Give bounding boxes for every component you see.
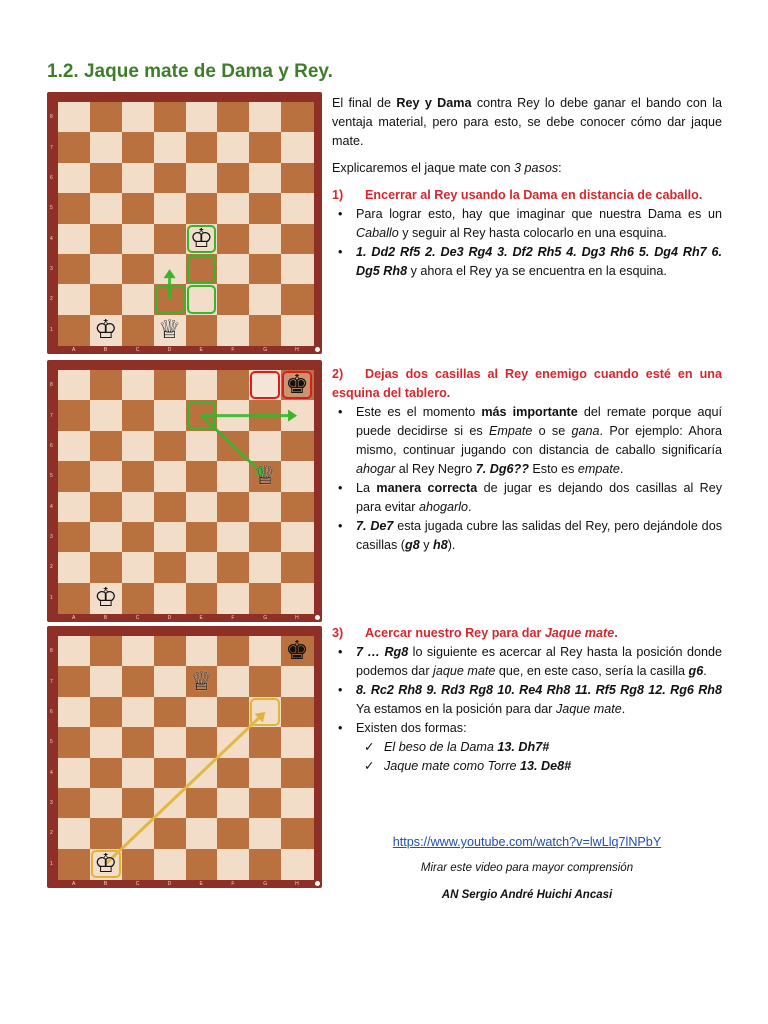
rank-label: 7	[50, 412, 53, 419]
rank-label: 4	[50, 235, 53, 242]
file-label: G	[263, 347, 268, 353]
text: 13. De8#	[520, 759, 572, 773]
rank-label: 6	[50, 442, 53, 449]
file-label: B	[103, 881, 108, 887]
file-label: G	[263, 881, 268, 887]
text: Jaque mate como Torre	[384, 759, 521, 773]
step-1-heading	[332, 186, 722, 205]
rank-label: 3	[50, 800, 53, 807]
text: .	[621, 702, 626, 716]
text: ahogar	[356, 462, 396, 476]
text: .	[703, 664, 707, 678]
list-item	[332, 479, 722, 517]
rank-label: 2	[50, 564, 53, 571]
file-label: B	[103, 347, 108, 353]
text: 1. Dd2 Rf5 2. De3 Rg4 3. Df2 Rh5 4. Dg3 Rh6 5. Dg4 Rh7 6. Dg5 Rh8	[356, 245, 722, 278]
text: 7 … Rg8	[356, 645, 409, 659]
arrow-head	[288, 410, 297, 422]
file-label: C	[135, 347, 140, 353]
step-3-list	[332, 643, 722, 776]
list-item	[332, 205, 722, 243]
rank-label: 4	[50, 769, 53, 776]
list-item	[332, 517, 722, 555]
page-title: 1.2. Jaque mate de Dama y Rey.	[47, 61, 333, 82]
file-label: A	[71, 881, 76, 887]
step-title: Encerrar al Rey usando la Dama en distancia de caballo.	[365, 188, 703, 202]
text: manera correcta	[376, 481, 478, 495]
text: 3 pasos	[514, 161, 559, 175]
file-label: E	[199, 615, 203, 621]
text: contra Rey lo debe ganar el bando con la ventaja material, pero para esto, se debe conocer cómo dar jaque mate.	[332, 96, 722, 148]
text: Rey y Dama	[396, 96, 472, 110]
file-label: A	[71, 347, 76, 353]
board-corner-dot	[315, 347, 320, 352]
arrow-head	[164, 269, 176, 278]
rank-label: 7	[50, 144, 53, 151]
white-king-icon: ♔	[94, 314, 118, 345]
check-icon: ✓	[364, 740, 375, 754]
text: . Por ejemplo: Ahora mismo, continuar jugando con distancia de caballo significaría	[356, 424, 723, 457]
bullet-icon: •	[338, 405, 343, 419]
youtube-link[interactable]: https://www.youtube.com/watch?v=lwLlq7lNPbY	[392, 835, 662, 849]
rank-label: 5	[50, 473, 53, 480]
list-item	[358, 738, 722, 757]
text: o se	[532, 424, 572, 438]
step-number: 3)	[332, 626, 344, 640]
bullet-icon: •	[338, 519, 343, 533]
text: h8	[433, 538, 448, 552]
file-label: D	[167, 347, 172, 353]
list-item	[332, 719, 722, 738]
chess-board-3	[47, 626, 322, 888]
rank-label: 3	[50, 534, 53, 541]
text: .	[619, 462, 624, 476]
file-label: F	[231, 881, 235, 887]
text: 7. De7	[356, 519, 394, 533]
section-step3	[332, 624, 722, 776]
bullet-icon: •	[338, 721, 343, 735]
bullet-icon: •	[338, 245, 343, 259]
bullet-icon: •	[338, 683, 343, 697]
bullet-icon: •	[338, 645, 343, 659]
rank-label: 2	[50, 830, 53, 837]
text: g6	[688, 664, 704, 678]
step-number: 1)	[332, 188, 344, 202]
text: Existen dos formas:	[356, 721, 467, 735]
text: Explicaremos el jaque mate con	[332, 161, 515, 175]
rank-label: 3	[50, 266, 53, 273]
rank-label: 5	[50, 205, 53, 212]
text: de jugar es dejando dos casillas al Rey para evitar	[356, 481, 723, 514]
chess-board-2	[47, 360, 322, 622]
white-king-icon: ♔	[189, 223, 214, 254]
text: 7. Dg6??	[475, 462, 529, 476]
rank-label: 1	[50, 860, 53, 867]
text: Esto es	[528, 462, 578, 476]
text: esta jugada cubre las salidas del Rey, pero dejándole dos casillas (	[356, 519, 722, 552]
text: ).	[447, 538, 456, 552]
text: más importante	[481, 405, 578, 419]
rank-label: 5	[50, 739, 53, 746]
file-label: E	[199, 347, 203, 353]
text: .	[614, 626, 618, 640]
step-3-heading	[332, 624, 722, 643]
text: Este es el momento	[356, 405, 482, 419]
board-corner-dot	[315, 615, 320, 620]
file-label: A	[71, 615, 76, 621]
text: ahogarlo	[419, 500, 469, 514]
white-king-icon: ♔	[94, 848, 118, 879]
intro-paragraph	[332, 94, 722, 151]
author-credit: AN Sergio André Huichi Ancasi	[441, 889, 613, 901]
text: :	[558, 161, 562, 175]
rank-label: 1	[50, 326, 53, 333]
text: y ahora el Rey ya se encuentra en la esquina.	[407, 264, 667, 278]
video-link-line	[332, 835, 722, 849]
text: y	[419, 538, 433, 552]
text: El final de	[332, 96, 397, 110]
text: Jaque mate	[544, 626, 615, 640]
text: del remate porque aquí puede decidirse si es	[356, 405, 723, 438]
file-label: C	[135, 881, 140, 887]
check-icon: ✓	[364, 759, 375, 773]
list-item	[332, 243, 722, 281]
step-2-heading	[332, 365, 722, 403]
list-item	[332, 643, 722, 681]
white-queen-icon: ♕	[253, 461, 277, 492]
text: al Rey Negro	[395, 462, 476, 476]
step-title: Acercar nuestro Rey para dar	[365, 626, 545, 640]
text: Ya estamos en la posición para dar	[356, 702, 556, 716]
white-queen-icon: ♕	[157, 314, 182, 345]
rank-label: 1	[50, 594, 53, 601]
text: .	[468, 500, 472, 514]
file-label: F	[231, 615, 235, 621]
bullet-icon: •	[338, 207, 343, 221]
text: La	[356, 481, 377, 495]
file-label: F	[231, 347, 235, 353]
rank-label: 8	[50, 648, 53, 655]
text: jaque mate	[433, 664, 496, 678]
rank-label: 6	[50, 174, 53, 181]
text: Empate	[488, 424, 533, 438]
file-label: B	[103, 615, 108, 621]
chess-board-1	[47, 92, 322, 354]
file-label: G	[263, 615, 268, 621]
section-step2	[332, 365, 722, 555]
board-corner-dot	[315, 881, 320, 886]
arrows-overlay	[58, 370, 313, 613]
black-king-icon: ♚	[285, 370, 309, 401]
text: 8. Rc2 Rh8 9. Rd3 Rg8 10. Re4 Rh8 11. Rf5 Rg8 12. Rg6 Rh8	[356, 683, 722, 697]
text: que, en este caso, sería la casilla	[495, 664, 689, 678]
file-label: H	[295, 347, 299, 353]
list-item	[358, 757, 722, 776]
rank-label: 8	[50, 382, 53, 389]
file-label: E	[199, 881, 203, 887]
rank-label: 8	[50, 114, 53, 121]
text: lo siguiente es acercar al Rey hasta la posición donde podemos dar	[356, 645, 722, 678]
step-2-list	[332, 403, 722, 555]
rank-label: 2	[50, 296, 53, 303]
text: El beso de la Dama	[384, 740, 498, 754]
steps-intro	[332, 159, 722, 178]
list-item	[332, 403, 722, 479]
text: Caballo	[356, 226, 399, 240]
text: empate	[577, 462, 620, 476]
step-number: 2)	[332, 367, 344, 381]
move-arrow	[106, 718, 259, 864]
rank-label: 6	[50, 708, 53, 715]
text: 13. Dh7#	[497, 740, 550, 754]
list-item	[332, 681, 722, 719]
black-king-icon: ♚	[285, 636, 309, 667]
video-note: Mirar este video para mayor comprensión	[420, 862, 634, 874]
file-label: H	[295, 615, 299, 621]
rank-label: 4	[50, 503, 53, 510]
step-title: Dejas dos casillas al Rey enemigo cuando esté en una esquina del tablero.	[332, 367, 722, 400]
file-label: D	[167, 881, 172, 887]
file-label: D	[167, 615, 172, 621]
file-label: H	[295, 881, 299, 887]
section-intro-step1	[332, 94, 722, 281]
text: g8	[405, 538, 420, 552]
white-king-icon: ♔	[94, 582, 118, 613]
text: Para lograr esto, hay que imaginar que nuestra Dama es un	[356, 207, 722, 221]
step-1-list	[332, 205, 722, 281]
text: Jaque mate	[555, 702, 622, 716]
text: y seguir al Rey hasta colocarlo en una esquina.	[398, 226, 667, 240]
white-queen-icon: ♕	[189, 666, 214, 697]
file-label: C	[135, 615, 140, 621]
rank-label: 7	[50, 678, 53, 685]
text: gana	[571, 424, 600, 438]
bullet-icon: •	[338, 481, 343, 495]
